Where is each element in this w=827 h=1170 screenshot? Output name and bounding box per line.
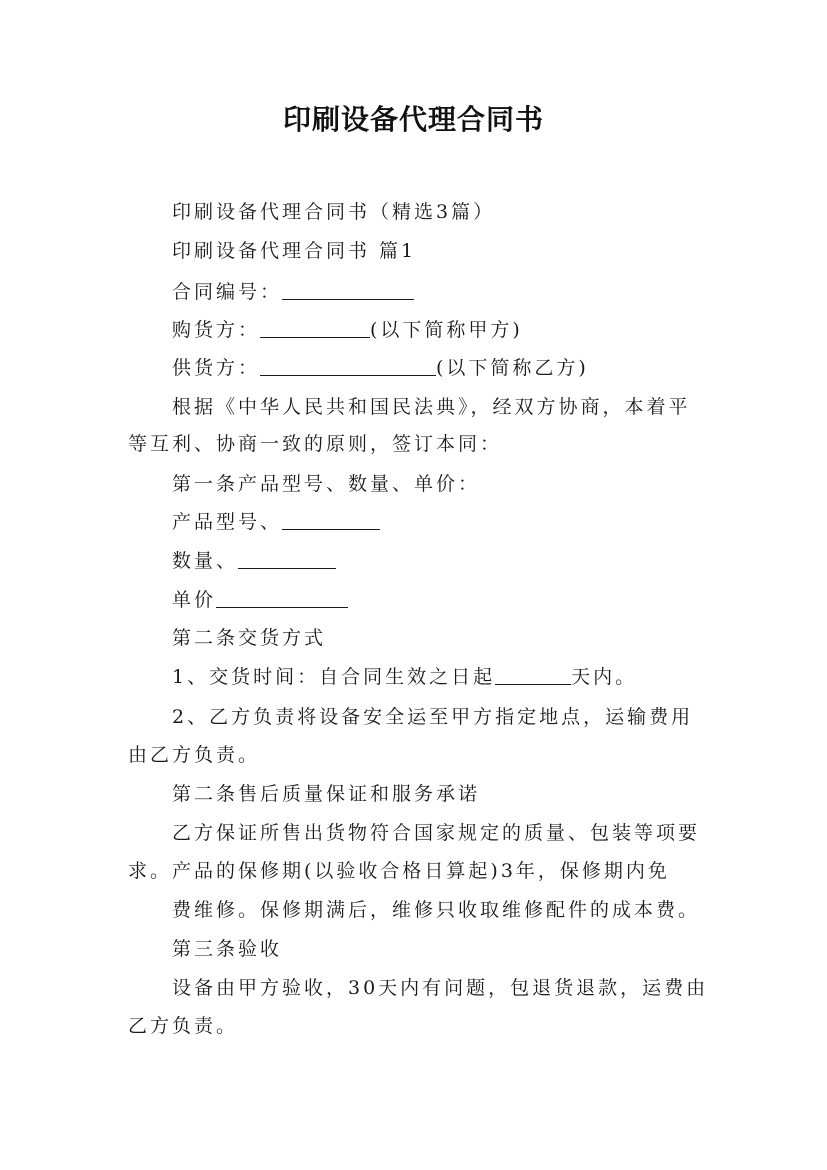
clause-heading: 第二条交货方式 [172,627,327,649]
contract-number-field [128,279,762,305]
section-heading: 印刷设备代理合同书 篇1 [172,240,417,262]
field-label: 合同编号： [172,281,283,303]
unit-price-field [128,587,762,613]
blank-underline [282,279,414,300]
buyer-field [128,317,762,343]
paragraph-line: 根据《中华人民共和国民法典》，经双方协商，本着平 [172,396,691,418]
document-title: 印刷设备代理合同书 [282,103,544,136]
field-label: 1、交货时间：自合同生效之日起 [172,666,496,688]
paragraph-line: 乙方负责。 [128,1015,239,1037]
subtitle-line: 印刷设备代理合同书（精选3篇） [172,201,496,223]
field-label: 购货方： [172,319,261,341]
field-note: (以下简称乙方) [436,357,589,379]
paragraph-line: 求。产品的保修期(以验收合格日算起)3年，保修期内免 [128,860,670,882]
clause-heading: 第二条售后质量保证和服务承诺 [172,783,481,805]
paragraph-line: 乙方保证所售出货物符合国家规定的质量、包装等项要 [172,822,701,844]
blank-underline [260,355,436,376]
paragraph-line: 等互利、协商一致的原则，签订本同： [128,433,503,455]
paragraph-line: 设备由甲方验收，30天内有问题，包退货退款，运费由 [172,977,709,999]
clause-heading: 第三条验收 [172,938,283,960]
blank-underline [260,317,370,338]
blank-underline [495,664,571,685]
blank-underline [282,509,380,530]
blank-underline [216,587,348,608]
paragraph-line: 由乙方负责。 [128,744,261,766]
field-note: (以下简称甲方) [370,319,523,341]
model-field [128,509,762,535]
clause-heading: 第一条产品型号、数量、单价： [172,473,481,495]
paragraph-line: 2、乙方负责将设备安全运至甲方指定地点，运输费用 [172,706,694,728]
field-label: 产品型号、 [172,511,283,533]
blank-underline [238,548,336,569]
field-label: 单价 [172,589,217,611]
quantity-field [128,548,762,574]
field-note: 天内。 [571,666,638,688]
delivery-time-field [128,664,762,690]
paragraph-line: 费维修。保修期满后，维修只收取维修配件的成本费。 [172,899,701,921]
supplier-field [128,355,762,381]
field-label: 数量、 [172,550,239,572]
field-label: 供货方： [172,357,261,379]
